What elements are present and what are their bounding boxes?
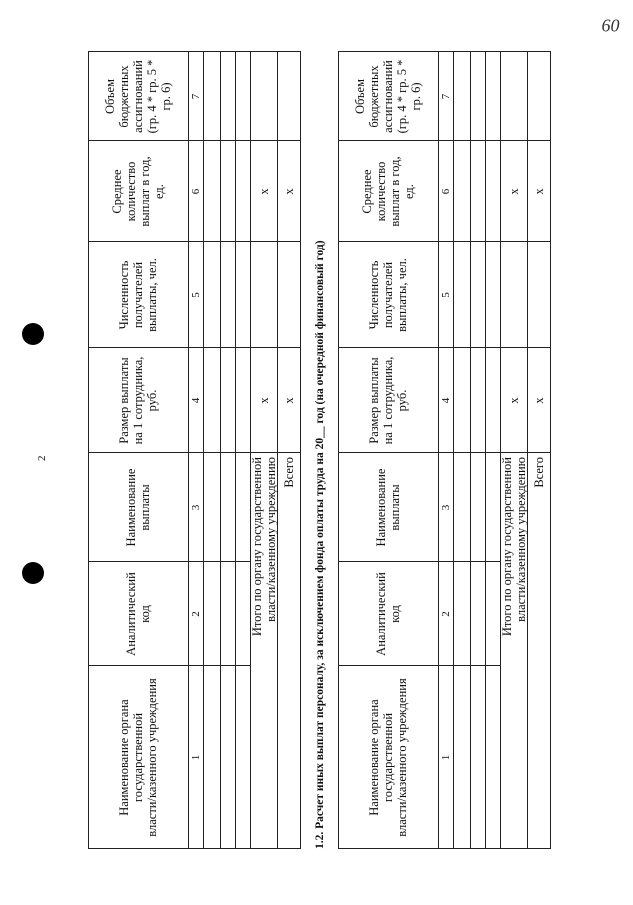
- handwritten-page-number: 60: [601, 15, 620, 36]
- page-number: 2: [36, 455, 48, 461]
- table-1-header-code: Аналитический код: [124, 572, 152, 656]
- table-1-total-x-count: x: [281, 188, 296, 195]
- table-2-header-payment-name: Наименование выплаты: [374, 468, 402, 547]
- table-2-col-num-3: 3: [439, 504, 452, 511]
- table-1-total-label: Всего: [281, 457, 296, 488]
- table-2-col-num-1: 1: [439, 754, 452, 761]
- table-2-subtotal-label: Итого по органу государственной власти/казенному учреждению: [499, 457, 528, 637]
- punch-hole-top: [22, 323, 44, 345]
- table-1-subtotal-x-count: x: [256, 188, 271, 195]
- table-1-col-num-6: 6: [189, 188, 202, 195]
- table-1-header-payment-size: Размер выплаты на 1 сотрудника, руб.: [117, 356, 159, 445]
- table-2-total-label: Всего: [531, 457, 546, 488]
- table-2-header-recipients: Численность получателей выплаты, чел.: [367, 258, 409, 332]
- table-1-col-num-1: 1: [189, 754, 202, 761]
- table-1-subtotal-label: Итого по органу государственной власти/казенному учреждению: [249, 457, 278, 637]
- table-1-col-num-4: 4: [189, 397, 202, 404]
- table-1-col-num-7: 7: [189, 93, 202, 100]
- table-2-total-x-count: x: [531, 188, 546, 195]
- table-2-header-volume: Объем бюджетных ассигнований (гр. 4 * гр. 5 * гр. 6): [353, 59, 423, 134]
- table-1-header-org: Наименование органа государственной власти/казенного учреждения: [117, 678, 159, 837]
- table-2-header-payment-size: Размер выплаты на 1 сотрудника, руб.: [367, 356, 409, 445]
- table-1-header-recipients: Численность получателей выплаты, чел.: [117, 258, 159, 332]
- table-1-col-num-5: 5: [189, 292, 202, 298]
- table-2-total-x-size: x: [531, 397, 546, 404]
- table-2-subtotal-x-count: x: [506, 188, 521, 195]
- table-2-col-num-6: 6: [439, 188, 452, 195]
- table-2-col-num-5: 5: [439, 292, 452, 298]
- table-2-col-num-7: 7: [439, 93, 452, 100]
- table-1-header-avg-count: Среднее количество выплат в год, ед.: [110, 156, 166, 227]
- table-1-header-payment-name: Наименование выплаты: [124, 468, 152, 547]
- table-1-total-x-size: x: [281, 397, 296, 404]
- table-2-header-code: Аналитический код: [374, 572, 402, 656]
- table-1-header-volume: Объем бюджетных ассигнований (гр. 4 * гр. 5 * гр. 6): [103, 59, 173, 134]
- table-2-subtotal-x-size: x: [506, 397, 521, 404]
- table-1-col-num-2: 2: [189, 611, 202, 617]
- table-2-col-num-2: 2: [439, 611, 452, 617]
- table-2-header-avg-count: Среднее количество выплат в год, ед.: [360, 156, 416, 227]
- table-2-col-num-4: 4: [439, 397, 452, 404]
- punch-hole-bottom: [22, 562, 44, 584]
- table-1-col-num-3: 3: [189, 504, 202, 511]
- section-heading: 1.2. Расчет иных выплат персоналу, за исключением фонда оплаты труда на 20__ год (на очередной финансовый год): [314, 240, 326, 849]
- table-2-header-org: Наименование органа государственной власти/казенного учреждения: [367, 678, 409, 837]
- table-1-subtotal-x-size: x: [256, 397, 271, 404]
